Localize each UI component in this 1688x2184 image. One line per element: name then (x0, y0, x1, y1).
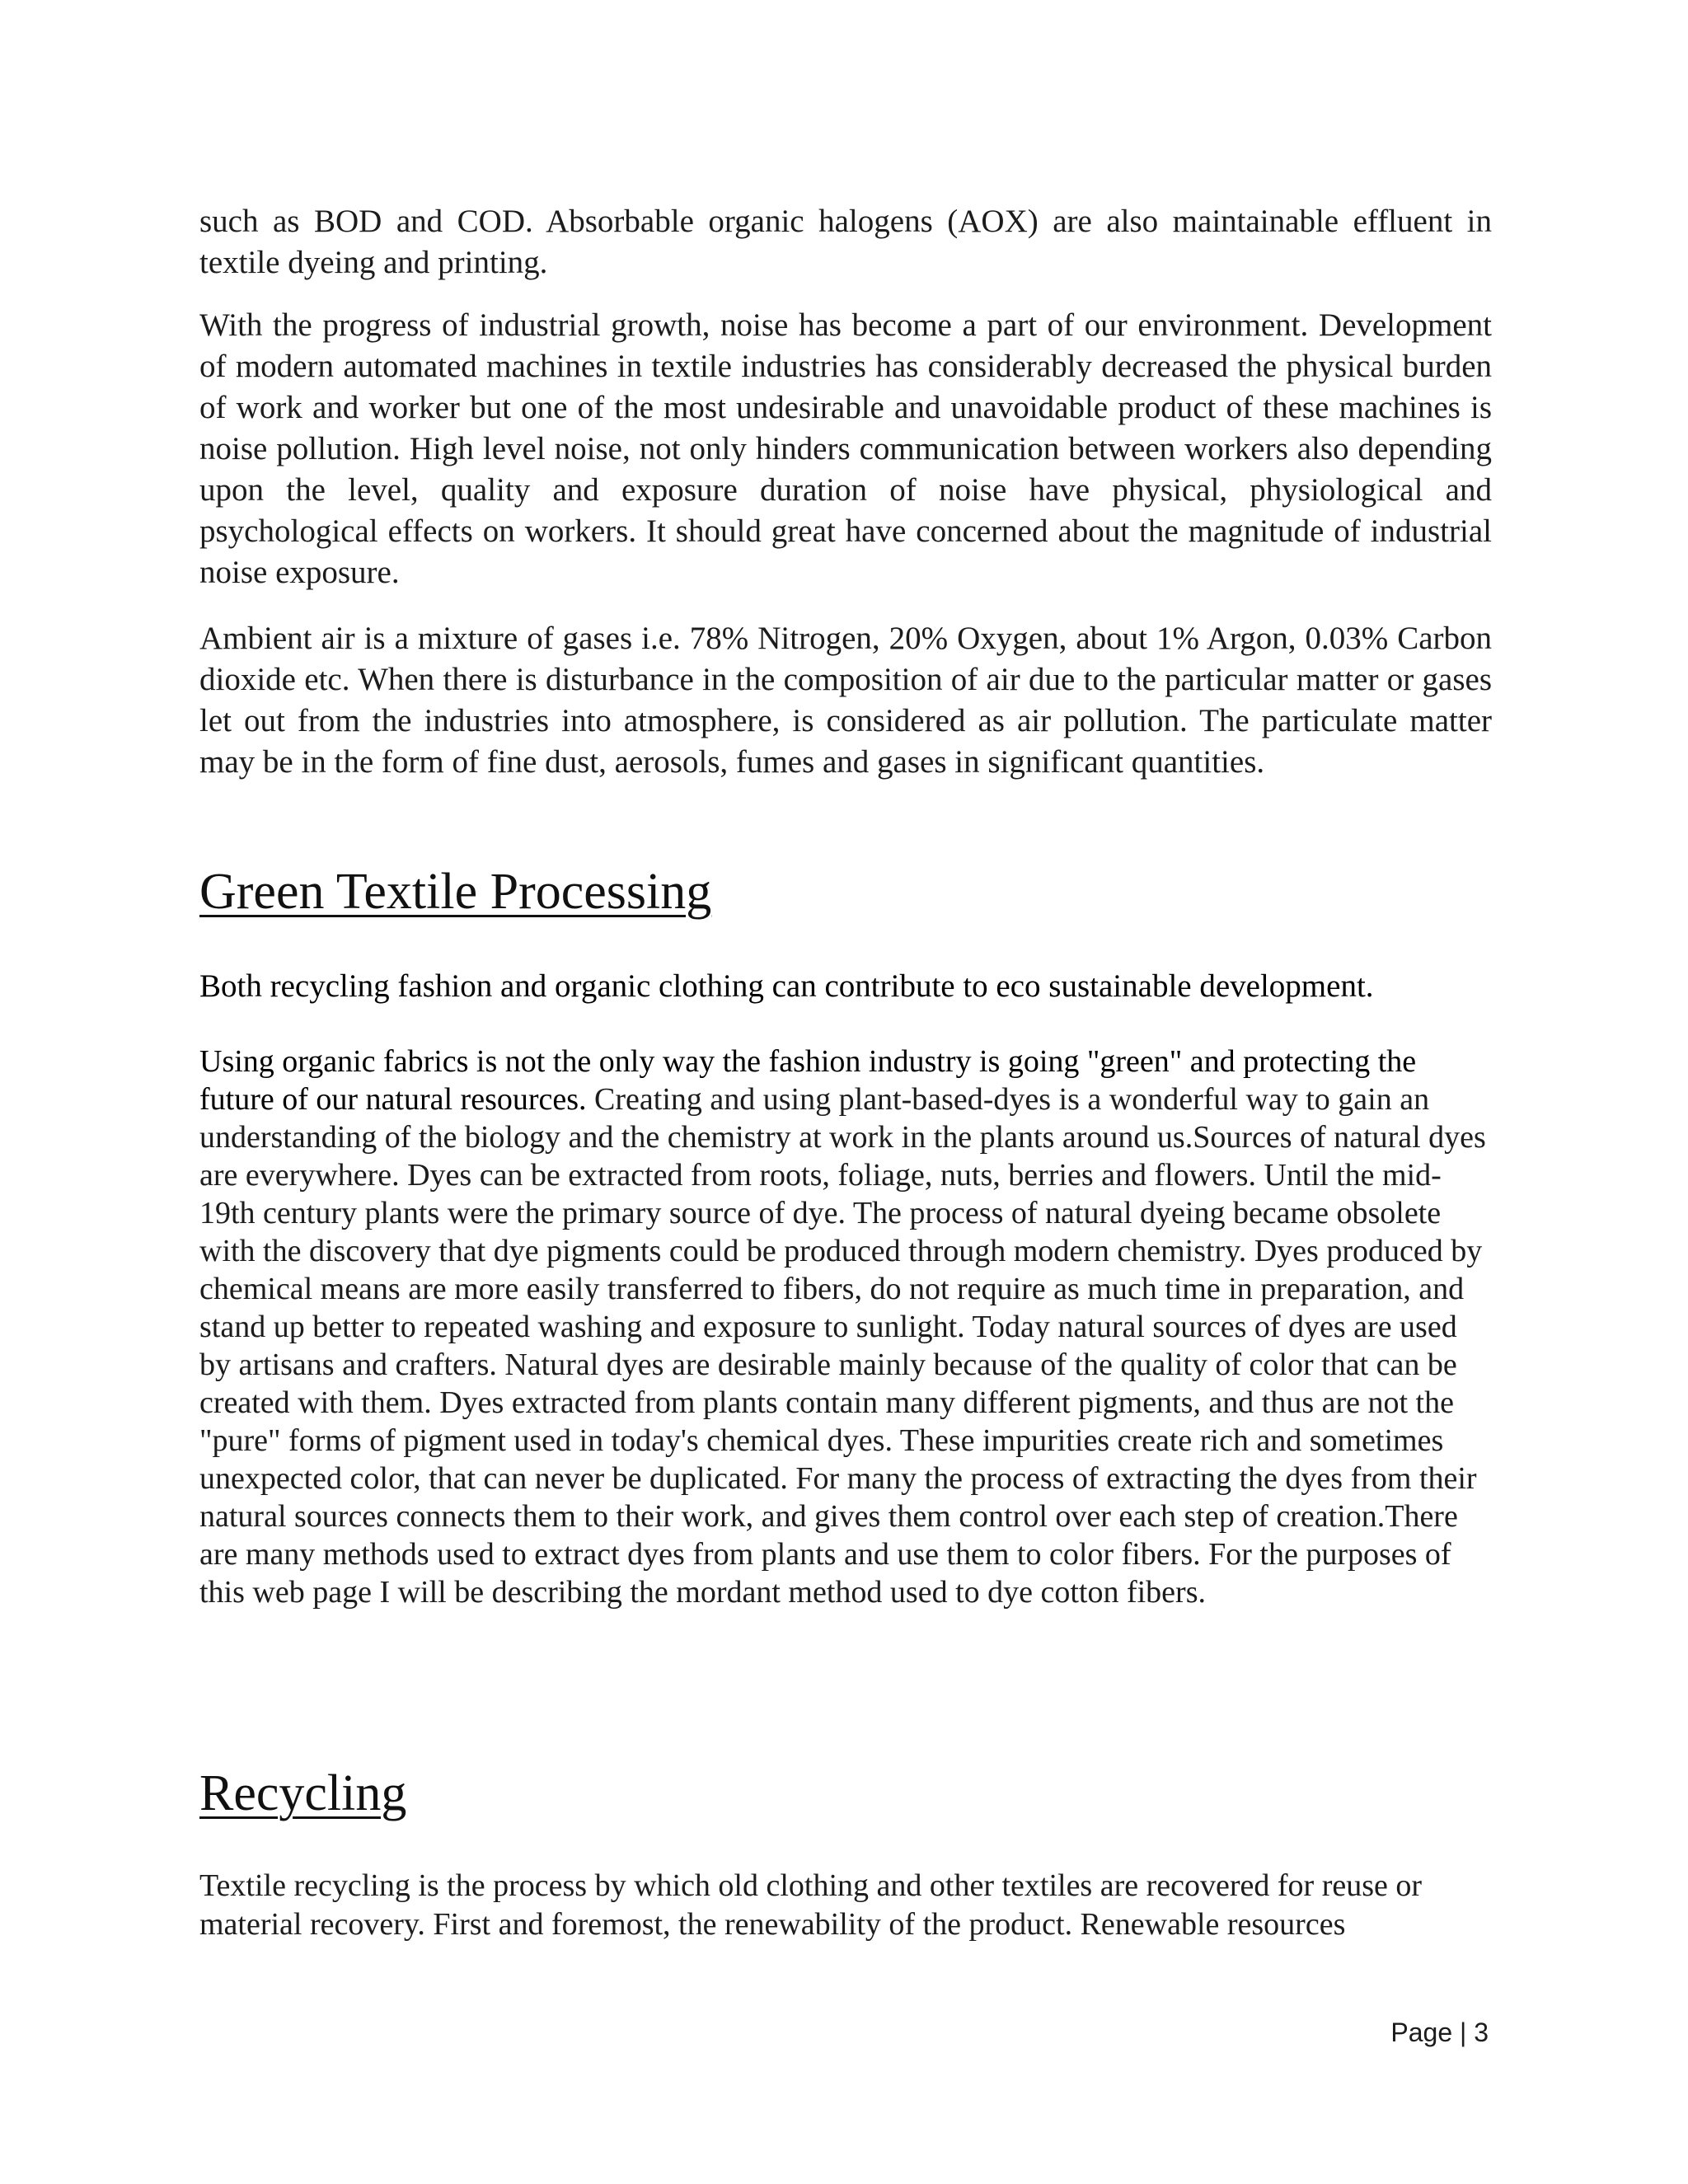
heading-recycling: Recycling (199, 1765, 407, 1821)
natural-dyes-lead-sentence: Using organic fabrics is not the only way the fashion industry is going "green" and protecting the future of our natural resources. (199, 1044, 1417, 1117)
paragraph-textile-recycling: Textile recycling is the process by which old clothing and other textiles are recovered for reuse or material recovery. First and foremost, the renewability of the product. Renewable resources (199, 1868, 1423, 1942)
paragraph-air-pollution: Ambient air is a mixture of gases i.e. 78% Nitrogen, 20% Oxygen, about 1% Argon, 0.03% Carbon dioxide etc. When there is disturbance in the composition of air due to the particular matter or gases let out from the industries into atmosphere, is considered as air pollution. The particulate matter may be in the form of fine dust, aerosols, fumes and gases in significant quantities. (199, 621, 1492, 780)
heading-green-textile-processing: Green Textile Processing (199, 864, 712, 920)
natural-dyes-body: Creating and using plant-based-dyes is a wonderful way to gain an understanding of the biology and the chemistry at work in the plants around us.Sources of natural dyes are everywhere. Dyes can be extracted from roots, foliage, nuts, berries and flowers. Until the mid-19th century plants were the primary source of dye. The process of natural dyeing became obsolete with the discovery that dye pigments could be produced through modern chemistry. Dyes produced by chemical means are more easily transferred to fibers, do not require as much time in preparation, and stand up better to repeated washing and exposure to sunlight. Today natural sources of dyes are used by artisans and crafters. Natural dyes are desirable mainly because of the quality of color that can be created with them. Dyes extracted from plants contain many different pigments, and thus are not the "pure" forms of pigment used in today's chemical dyes. These impurities create rich and sometimes unexpected color, that can never be duplicated. For many the process of extracting the dyes from their natural sources connects them to their work, and gives them control over each step of creation.There are many methods used to extract dyes from plants and use them to color fibers. For the purposes of this web page I will be describing the mordant method used to dye cotton fibers. (199, 1082, 1486, 1610)
paragraph-noise-pollution: With the progress of industrial growth, noise has become a part of our environment. Development of modern automated machines in textile industries has considerably decreased the physical burden of work and worker but one of the most undesirable and unavoidable product of these machines is noise pollution. High level noise, not only hinders communication between workers also depending upon the level, quality and exposure duration of noise have physical, physiological and psychological effects on workers. It should great have concerned about the magnitude of industrial noise exposure. (199, 307, 1492, 590)
page-number: Page | 3 (1390, 2018, 1489, 2047)
paragraph-recycling-organic: Both recycling fashion and organic clothing can contribute to eco sustainable development. (199, 968, 1374, 1004)
paragraph-natural-dyes (199, 1043, 1492, 1661)
paragraph-effluent: such as BOD and COD. Absorbable organic halogens (AOX) are also maintainable effluent in textile dyeing and printing. (199, 204, 1492, 280)
